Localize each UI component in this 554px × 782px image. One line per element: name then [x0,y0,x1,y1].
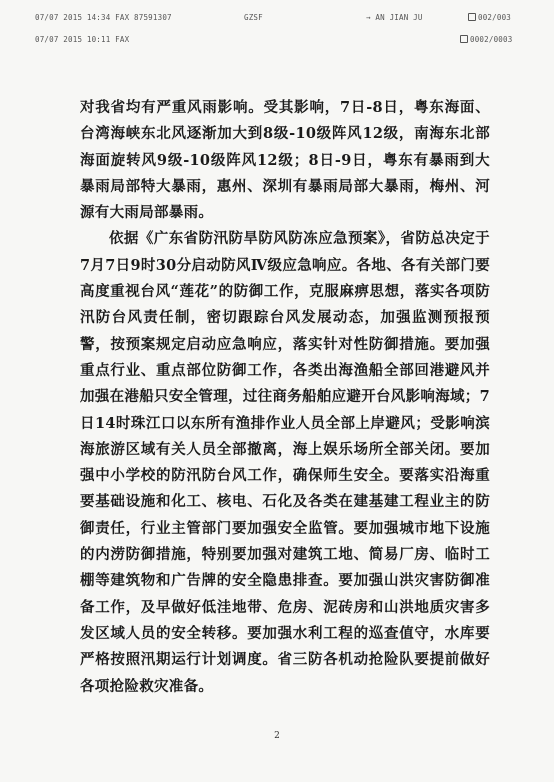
fax-header-page-count-1 [468,13,511,22]
fax-page-count-1-label: 002/003 [478,13,512,22]
paragraph-emergency-response: 依据《广东省防汛防旱防风防冻应急预案》，省防总决定于7月7日9时30分启动防风Ⅳ级应急响应。各地、各有关部门要高度重视台风“莲花”的防御工作，克服麻痹思想，落实各项防汛防台风责任制，密切跟踪台风发展动态，加强监测预报预警，按预案规定启动应急响应，落实针对性防御措施。要加强重点行业、重点部位防御工作，各类出海渔船全部回港避风并加强在港船只安全管理，过往商务船舶应避开台风影响海域；7日14时珠江口以东所有渔排作业人员全部上岸避风；受影响滨海旅游区域有关人员全部撤离，海上娱乐场所全部关闭。要加强中小学校的防汛防台风工作，确保师生安全。要落实沿海重要基础设施和化工、核电、石化及各类在建基建工程业主的防御责任，行业主管部门要加强安全监管。要加强城市地下设施的内涝防御措施，特别要加强对建筑工地、简易厂房、临时工棚等建筑物和广告牌的安全隐患排查。要加强山洪灾害防御准备工作，及早做好低洼地带、危房、泥砖房和山洪地质灾害多发区域人员的安全转移。要加强水利工程的巡查值守，水库要严格按照汛期运行计划调度。省三防各机动抢险队要提前做好各项抢险救灾准备。 [80,230,490,695]
fax-header-recipient: → AN JIAN JU [366,13,423,22]
paragraph-continuation: 对我省均有严重风雨影响。受其影响，7日-8日，粤东海面、台湾海峡东北风逐渐加大到8级-10级阵风12级，南海东北部海面旋转风9级-10级阵风12级；8日-9日，粤东有暴雨到大暴雨局部特大暴雨，惠州、深圳有暴雨局部大暴雨，梅州、河源有大雨局部暴雨。 [80,99,490,222]
fax-header-page-count-2 [460,35,512,44]
fax-checkbox-icon [460,35,468,43]
page-number: 2 [274,731,280,741]
fax-checkbox-icon [468,13,476,21]
document-body [80,95,490,700]
fax-header-timestamp-1: 07/07 2015 14:34 FAX 87591307 [35,13,172,22]
fax-header-station-id: GZSF [244,13,263,22]
fax-page-count-2-label: 0002/0003 [470,35,513,44]
fax-header-timestamp-2: 07/07 2015 10:11 FAX [35,35,130,44]
